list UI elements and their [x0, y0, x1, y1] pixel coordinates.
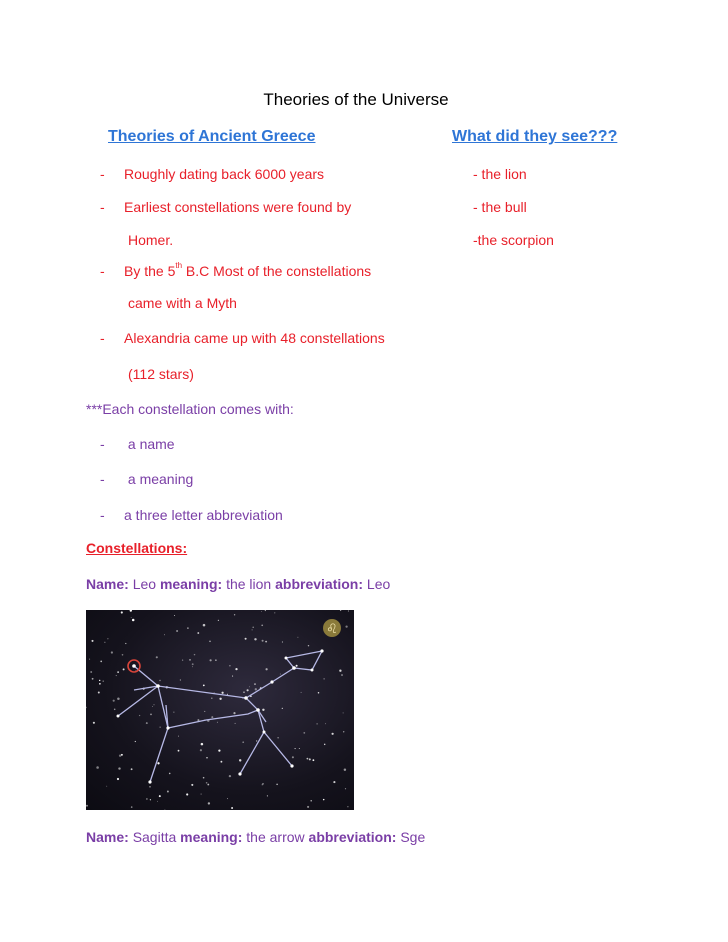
- page-title: Theories of the Universe: [263, 90, 449, 109]
- constellations-heading: Constellations:: [86, 540, 188, 556]
- leo-info: Name: Leo meaning: the lion abbreviation: Leo: [86, 576, 391, 592]
- greece-heading: Theories of Ancient Greece: [108, 128, 316, 145]
- list-item: - Alexandria came up with 48 constellations: [100, 330, 385, 346]
- svg-text:♌: ♌: [326, 622, 338, 637]
- list-item: - a three letter abbreviation: [100, 507, 283, 523]
- leo-zodiac-icon: [323, 619, 341, 637]
- seen-item-scorpion: -the scorpion: [473, 232, 554, 248]
- seen-item-lion: - the lion: [473, 166, 527, 182]
- list-item-continuation: (112 stars): [128, 366, 194, 382]
- list-item-continuation: came with a Myth: [128, 295, 237, 311]
- sagitta-info: Name: Sagitta meaning: the arrow abbreviation: Sge: [86, 829, 426, 845]
- leo-figure-lines: [118, 651, 322, 782]
- each-constellation-heading: ***Each constellation comes with:: [86, 401, 294, 417]
- list-item: - a meaning: [100, 471, 194, 487]
- list-item: - a name: [100, 436, 175, 452]
- list-item: - Earliest constellations were found by: [100, 199, 352, 215]
- star-field: [86, 610, 354, 810]
- list-item-continuation: Homer.: [128, 232, 174, 248]
- list-item: - Roughly dating back 6000 years: [100, 166, 325, 182]
- leo-constellation-image: [86, 610, 354, 810]
- seen-item-bull: - the bull: [473, 199, 527, 215]
- what-did-they-see-heading: What did they see???: [452, 128, 618, 145]
- list-item: - By the 5th B.C Most of the constellations: [100, 261, 372, 279]
